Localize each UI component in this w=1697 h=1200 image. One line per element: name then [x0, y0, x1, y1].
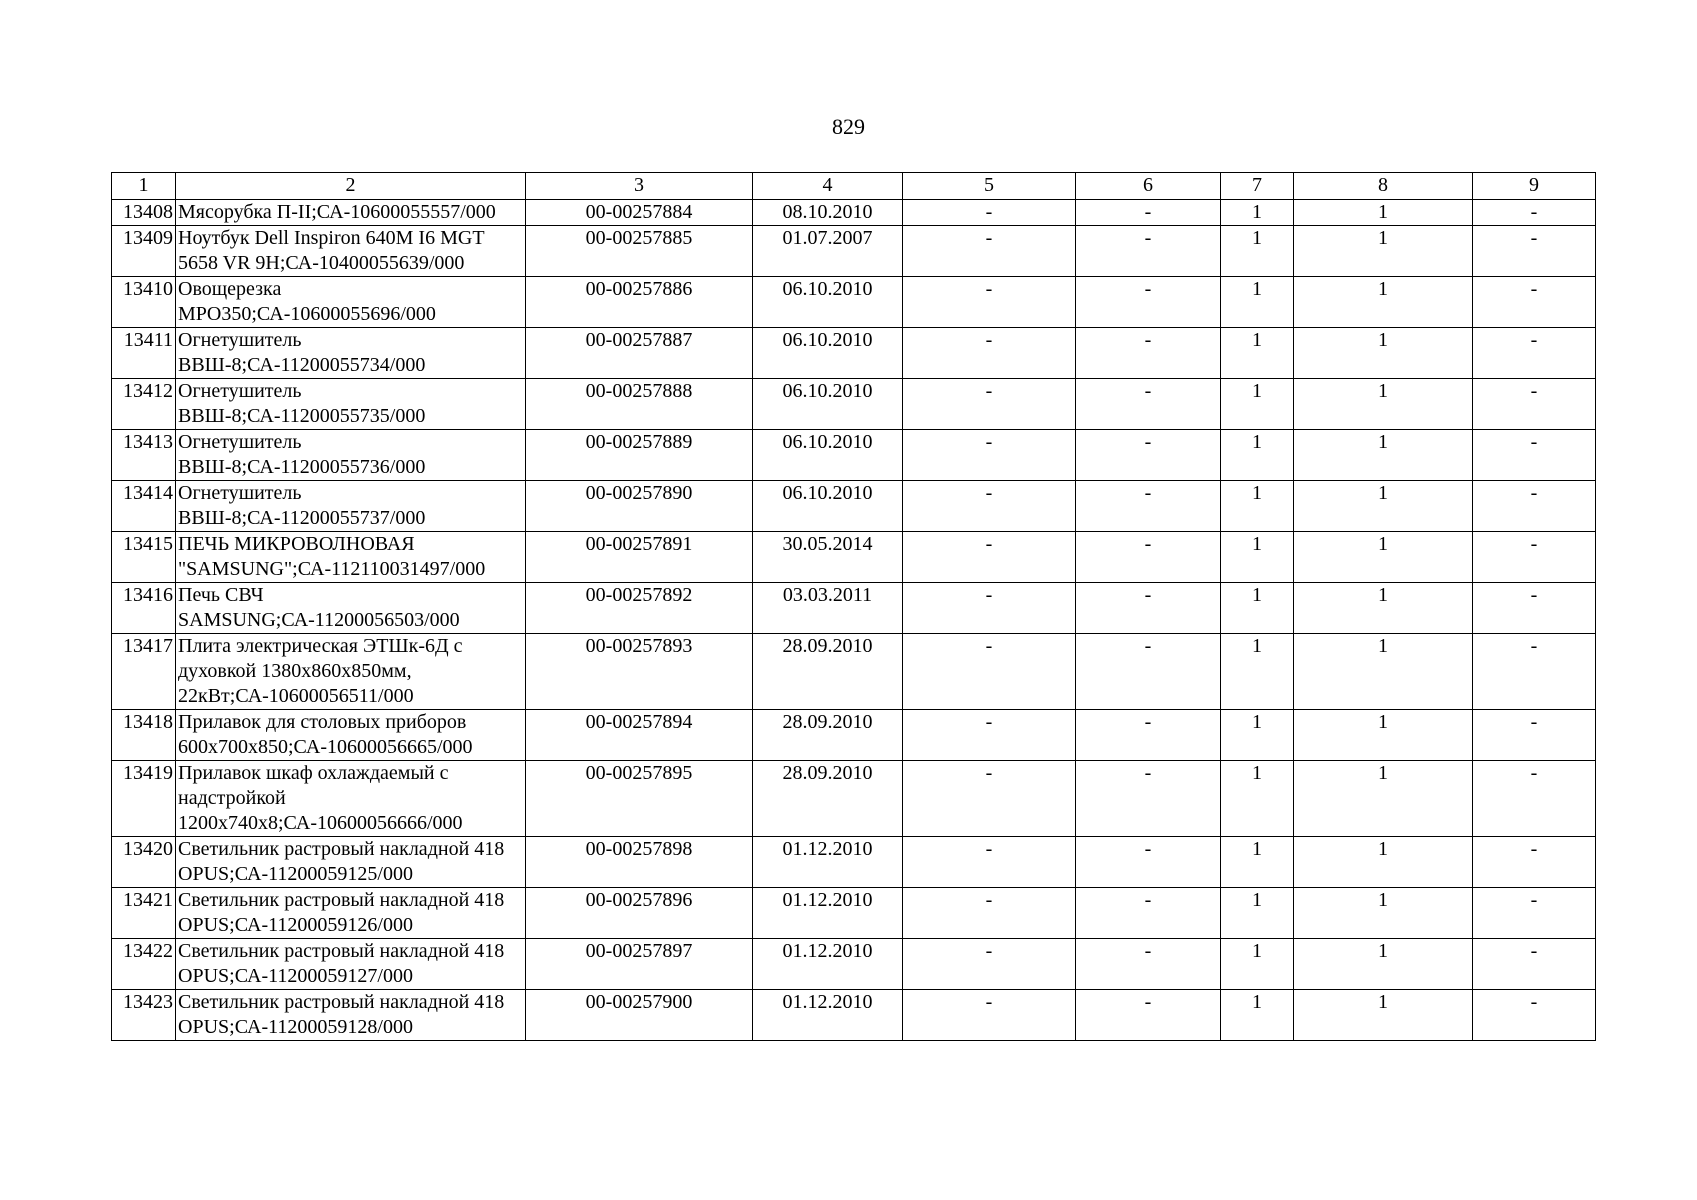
column-7-value: 1 — [1221, 328, 1294, 379]
row-number: 13408 — [112, 200, 176, 226]
column-6-value: - — [1076, 379, 1221, 430]
column-7-value: 1 — [1221, 200, 1294, 226]
row-number: 13415 — [112, 532, 176, 583]
column-5-value: - — [903, 761, 1076, 837]
row-number: 13413 — [112, 430, 176, 481]
table-row — [112, 888, 1596, 939]
column-7-value: 1 — [1221, 710, 1294, 761]
column-7-value: 1 — [1221, 379, 1294, 430]
column-7-value: 1 — [1221, 532, 1294, 583]
column-6-value: - — [1076, 200, 1221, 226]
date-value: 06.10.2010 — [753, 277, 903, 328]
column-5-value: - — [903, 226, 1076, 277]
column-7-value: 1 — [1221, 583, 1294, 634]
column-7-value: 1 — [1221, 761, 1294, 837]
table-row — [112, 277, 1596, 328]
row-number: 13416 — [112, 583, 176, 634]
date-value: 28.09.2010 — [753, 634, 903, 710]
inventory-code: 00-00257887 — [526, 328, 753, 379]
column-9-value: - — [1473, 710, 1596, 761]
column-7-value: 1 — [1221, 226, 1294, 277]
column-8-value: 1 — [1294, 532, 1473, 583]
item-name: ПЕЧЬ МИКРОВОЛНОВАЯ "SAMSUNG";СА-112110031497/000 — [176, 532, 526, 583]
column-6-value: - — [1076, 761, 1221, 837]
page-number: 829 — [832, 114, 865, 139]
column-8-value: 1 — [1294, 277, 1473, 328]
date-value: 28.09.2010 — [753, 761, 903, 837]
row-number: 13414 — [112, 481, 176, 532]
column-6-value: - — [1076, 430, 1221, 481]
item-name: Плита электрическая ЭТШк-6Д с духовкой 1380х860х850мм, 22кВт;СА-10600056511/000 — [176, 634, 526, 710]
column-9-value: - — [1473, 532, 1596, 583]
column-9-value: - — [1473, 837, 1596, 888]
column-8-value: 1 — [1294, 761, 1473, 837]
inventory-code: 00-00257884 — [526, 200, 753, 226]
table-row — [112, 761, 1596, 837]
column-5-value: - — [903, 277, 1076, 328]
column-5-value: - — [903, 710, 1076, 761]
column-7-value: 1 — [1221, 481, 1294, 532]
column-9-value: - — [1473, 761, 1596, 837]
column-8-value: 1 — [1294, 837, 1473, 888]
inventory-code: 00-00257885 — [526, 226, 753, 277]
column-6-value: - — [1076, 583, 1221, 634]
item-name: Мясорубка П-II;СА-10600055557/000 — [176, 200, 526, 226]
column-5-value: - — [903, 634, 1076, 710]
inventory-code: 00-00257889 — [526, 430, 753, 481]
column-8-value: 1 — [1294, 710, 1473, 761]
column-6-value: - — [1076, 710, 1221, 761]
row-number: 13417 — [112, 634, 176, 710]
item-name: Светильник растровый накладной 418 OPUS;СА-11200059125/000 — [176, 837, 526, 888]
column-6-value: - — [1076, 990, 1221, 1041]
column-9-value: - — [1473, 634, 1596, 710]
column-5-value: - — [903, 481, 1076, 532]
row-number: 13421 — [112, 888, 176, 939]
asset-table — [111, 172, 1596, 1041]
row-number: 13418 — [112, 710, 176, 761]
inventory-code: 00-00257892 — [526, 583, 753, 634]
column-6-value: - — [1076, 481, 1221, 532]
row-number: 13419 — [112, 761, 176, 837]
column-6-value: - — [1076, 226, 1221, 277]
date-value: 01.12.2010 — [753, 888, 903, 939]
column-9-value: - — [1473, 583, 1596, 634]
item-name: Светильник растровый накладной 418 OPUS;СА-11200059127/000 — [176, 939, 526, 990]
column-8-value: 1 — [1294, 379, 1473, 430]
column-header: 4 — [753, 173, 903, 200]
inventory-code: 00-00257888 — [526, 379, 753, 430]
date-value: 30.05.2014 — [753, 532, 903, 583]
table-row — [112, 226, 1596, 277]
column-8-value: 1 — [1294, 888, 1473, 939]
column-9-value: - — [1473, 990, 1596, 1041]
inventory-code: 00-00257898 — [526, 837, 753, 888]
table-header-row — [112, 173, 1596, 200]
column-9-value: - — [1473, 328, 1596, 379]
item-name: Прилавок для столовых приборов 600х700х850;СА-10600056665/000 — [176, 710, 526, 761]
column-9-value: - — [1473, 430, 1596, 481]
column-header: 8 — [1294, 173, 1473, 200]
column-7-value: 1 — [1221, 837, 1294, 888]
column-5-value: - — [903, 990, 1076, 1041]
column-9-value: - — [1473, 379, 1596, 430]
row-number: 13412 — [112, 379, 176, 430]
table-row — [112, 990, 1596, 1041]
table-body — [112, 200, 1596, 1041]
row-number: 13420 — [112, 837, 176, 888]
table-row — [112, 532, 1596, 583]
column-7-value: 1 — [1221, 634, 1294, 710]
date-value: 03.03.2011 — [753, 583, 903, 634]
column-header: 9 — [1473, 173, 1596, 200]
table-row — [112, 634, 1596, 710]
column-8-value: 1 — [1294, 200, 1473, 226]
column-6-value: - — [1076, 888, 1221, 939]
column-8-value: 1 — [1294, 430, 1473, 481]
column-6-value: - — [1076, 837, 1221, 888]
inventory-code: 00-00257896 — [526, 888, 753, 939]
column-5-value: - — [903, 837, 1076, 888]
row-number: 13409 — [112, 226, 176, 277]
column-header: 6 — [1076, 173, 1221, 200]
table-row — [112, 583, 1596, 634]
date-value: 06.10.2010 — [753, 379, 903, 430]
table-row — [112, 328, 1596, 379]
column-5-value: - — [903, 583, 1076, 634]
row-number: 13423 — [112, 990, 176, 1041]
column-8-value: 1 — [1294, 990, 1473, 1041]
date-value: 01.12.2010 — [753, 837, 903, 888]
column-6-value: - — [1076, 634, 1221, 710]
table-row — [112, 200, 1596, 226]
column-9-value: - — [1473, 939, 1596, 990]
inventory-code: 00-00257891 — [526, 532, 753, 583]
date-value: 01.12.2010 — [753, 990, 903, 1041]
column-8-value: 1 — [1294, 634, 1473, 710]
item-name: Светильник растровый накладной 418 OPUS;СА-11200059126/000 — [176, 888, 526, 939]
table-row — [112, 379, 1596, 430]
column-8-value: 1 — [1294, 583, 1473, 634]
column-5-value: - — [903, 532, 1076, 583]
date-value: 06.10.2010 — [753, 481, 903, 532]
column-7-value: 1 — [1221, 990, 1294, 1041]
table-row — [112, 939, 1596, 990]
column-7-value: 1 — [1221, 939, 1294, 990]
date-value: 06.10.2010 — [753, 430, 903, 481]
item-name: Огнетушитель ВВШ-8;СА-11200055737/000 — [176, 481, 526, 532]
column-9-value: - — [1473, 481, 1596, 532]
item-name: Огнетушитель ВВШ-8;СА-11200055734/000 — [176, 328, 526, 379]
column-5-value: - — [903, 888, 1076, 939]
column-5-value: - — [903, 939, 1076, 990]
column-6-value: - — [1076, 532, 1221, 583]
column-9-value: - — [1473, 226, 1596, 277]
inventory-code: 00-00257893 — [526, 634, 753, 710]
column-5-value: - — [903, 200, 1076, 226]
table-row — [112, 430, 1596, 481]
date-value: 06.10.2010 — [753, 328, 903, 379]
column-7-value: 1 — [1221, 888, 1294, 939]
row-number: 13411 — [112, 328, 176, 379]
inventory-code: 00-00257890 — [526, 481, 753, 532]
item-name: Огнетушитель ВВШ-8;СА-11200055735/000 — [176, 379, 526, 430]
item-name: Печь СВЧ SAMSUNG;СА-11200056503/000 — [176, 583, 526, 634]
column-8-value: 1 — [1294, 481, 1473, 532]
column-5-value: - — [903, 379, 1076, 430]
inventory-code: 00-00257897 — [526, 939, 753, 990]
inventory-code: 00-00257900 — [526, 990, 753, 1041]
inventory-code: 00-00257886 — [526, 277, 753, 328]
item-name: Прилавок шкаф охлаждаемый с надстройкой 1200х740х8;СА-10600056666/000 — [176, 761, 526, 837]
column-header: 5 — [903, 173, 1076, 200]
inventory-code: 00-00257895 — [526, 761, 753, 837]
column-9-value: - — [1473, 200, 1596, 226]
date-value: 08.10.2010 — [753, 200, 903, 226]
inventory-code: 00-00257894 — [526, 710, 753, 761]
column-header: 1 — [112, 173, 176, 200]
item-name: Овощерезка MPO350;СА-10600055696/000 — [176, 277, 526, 328]
date-value: 01.07.2007 — [753, 226, 903, 277]
table-row — [112, 837, 1596, 888]
column-header: 2 — [176, 173, 526, 200]
row-number: 13422 — [112, 939, 176, 990]
item-name: Ноутбук Dell Inspiron 640M I6 MGT 5658 VR 9H;СА-10400055639/000 — [176, 226, 526, 277]
column-8-value: 1 — [1294, 939, 1473, 990]
column-5-value: - — [903, 430, 1076, 481]
column-7-value: 1 — [1221, 277, 1294, 328]
item-name: Светильник растровый накладной 418 OPUS;СА-11200059128/000 — [176, 990, 526, 1041]
column-6-value: - — [1076, 277, 1221, 328]
table-row — [112, 481, 1596, 532]
date-value: 01.12.2010 — [753, 939, 903, 990]
column-8-value: 1 — [1294, 226, 1473, 277]
table-row — [112, 710, 1596, 761]
column-header: 3 — [526, 173, 753, 200]
column-6-value: - — [1076, 328, 1221, 379]
column-8-value: 1 — [1294, 328, 1473, 379]
date-value: 28.09.2010 — [753, 710, 903, 761]
column-9-value: - — [1473, 888, 1596, 939]
column-9-value: - — [1473, 277, 1596, 328]
column-header: 7 — [1221, 173, 1294, 200]
row-number: 13410 — [112, 277, 176, 328]
column-7-value: 1 — [1221, 430, 1294, 481]
column-5-value: - — [903, 328, 1076, 379]
column-6-value: - — [1076, 939, 1221, 990]
item-name: Огнетушитель ВВШ-8;СА-11200055736/000 — [176, 430, 526, 481]
